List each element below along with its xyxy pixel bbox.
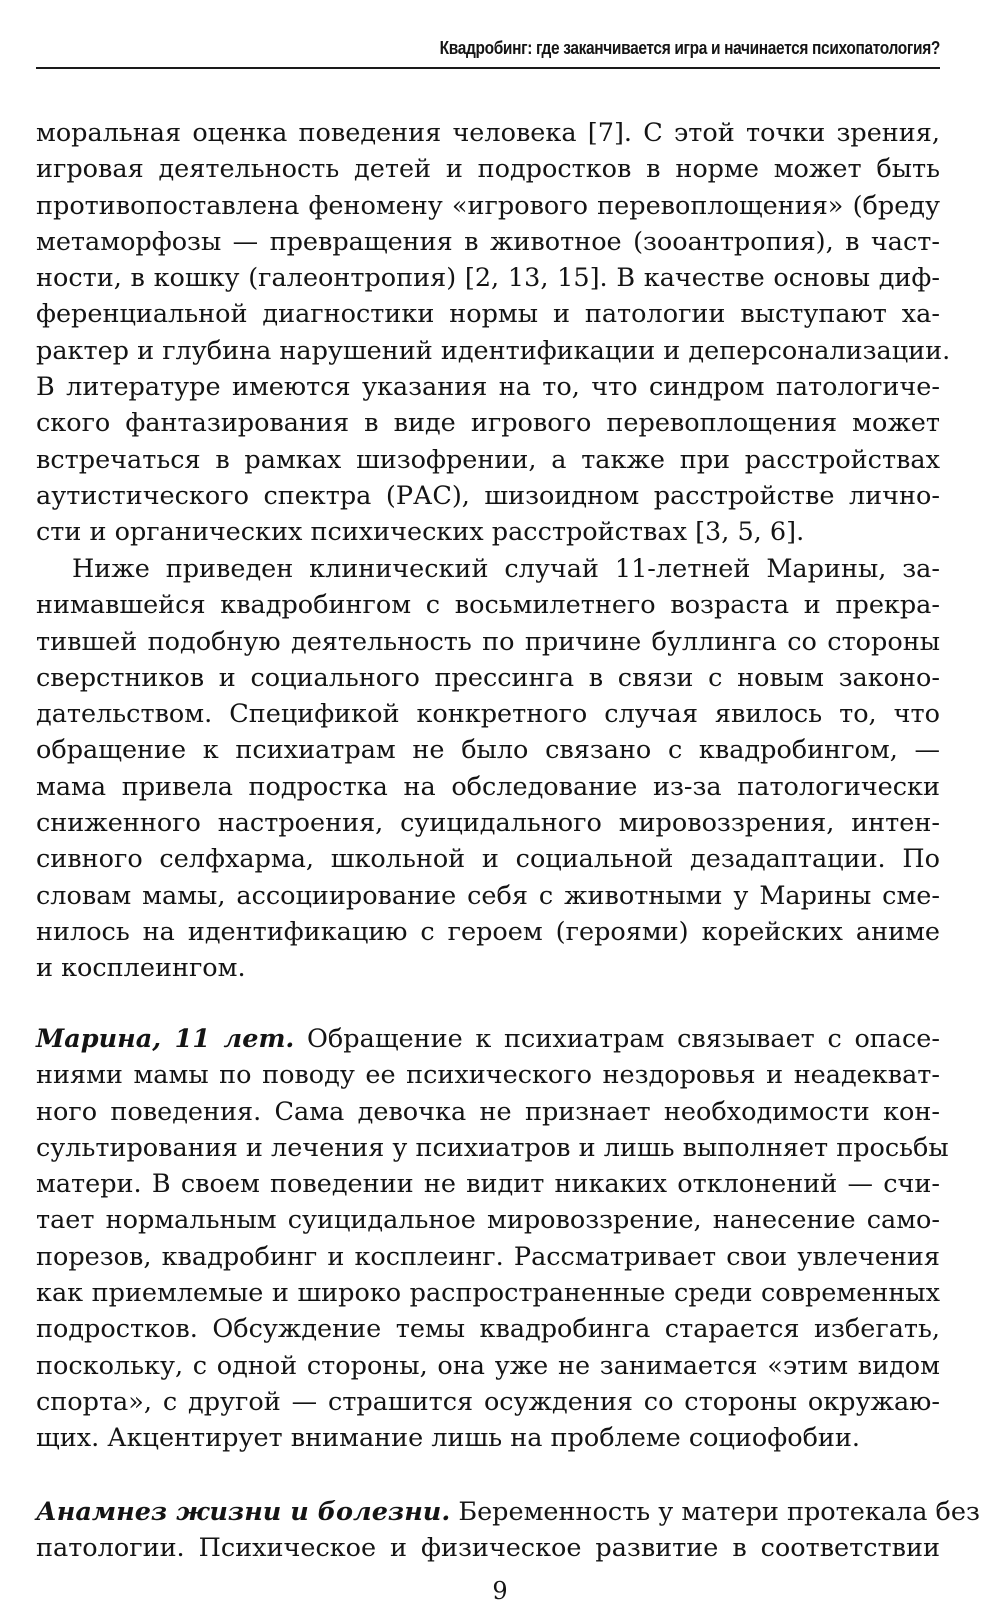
text-line: сультирования и лечения у психиатров и лишь выполняет просьбы: [36, 1132, 949, 1163]
text-line: [36, 1021, 940, 1057]
text-line: сивного селфхарма, школьной и социальной дезадаптации. По: [36, 844, 940, 875]
text-line: спорта», с другой — страшится осуждения со стороны окружаю-: [36, 1386, 940, 1417]
page-number: 9: [492, 1577, 508, 1605]
text-line: встречаться в рамках шизофрении, а также при расстройствах: [36, 444, 940, 475]
text-line: [36, 1494, 980, 1530]
text-line: метаморфозы — превращения в животное (зооантропия), в част-: [36, 226, 940, 257]
text-line: щих. Акцентирует внимание лишь на проблеме социофобии.: [36, 1423, 861, 1454]
text-line: ниями мамы по поводу ее психического нездоровья и неадекват-: [36, 1060, 940, 1091]
paragraph-1: [36, 115, 951, 551]
paragraph-2: [36, 551, 940, 987]
text-line: поскольку, с одной стороны, она уже не занимается «этим видом: [36, 1350, 940, 1381]
text-line: словам мамы, ассоциирование себя с животными у Марины сме-: [36, 880, 940, 911]
text-line: ного поведения. Сама девочка не признает необходимости кон-: [36, 1096, 940, 1127]
text-line: В литературе имеются указания на то, что синдром патологиче-: [36, 372, 940, 403]
case-heading: Марина, 11 лет.: [36, 1024, 295, 1054]
text-line: ференциальной диагностики нормы и патологии выступают ха-: [36, 299, 940, 330]
paragraph-4-anamnesis: [36, 1494, 980, 1567]
text-line: моральная оценка поведения человека [7]. С этой точки зрения,: [36, 118, 940, 148]
text-line: подростков. Обсуждение темы квадробинга старается избегать,: [36, 1314, 940, 1345]
paragraph-3-case-description: [36, 1021, 949, 1457]
text-line: как приемлемые и широко распространенные среди современных: [36, 1278, 940, 1309]
text-line: матери. В своем поведении не видит никаких отклонений — счи-: [36, 1169, 940, 1200]
text-line: ского фантазирования в виде игрового перевоплощения может: [36, 408, 940, 439]
text-line-rest: Беременность у матери протекала без: [458, 1497, 980, 1527]
header-rule: [36, 67, 940, 69]
text-line: нимавшейся квадробингом с восьмилетнего возраста и прекра-: [36, 590, 940, 621]
text-line: игровая деятельность детей и подростков в норме может быть: [36, 154, 940, 185]
text-line: противопоставлена феномену «игрового перевоплощения» (бреду: [36, 190, 940, 221]
text-line: сверстников и социального прессинга в связи с новым законо-: [36, 662, 940, 693]
text-line-rest: Обращение к психиатрам связывает с опасе-: [307, 1024, 940, 1054]
text-line: сниженного настроения, суицидального мировоззрения, интен-: [36, 808, 940, 839]
text-line: сти и органических психических расстройствах [3, 5, 6].: [36, 517, 805, 548]
text-line: и косплеингом.: [36, 953, 246, 984]
text-line: дательством. Спецификой конкретного случая явилось то, что: [36, 699, 940, 730]
text-line: тает нормальным суицидальное мировоззрение, нанесение само-: [36, 1205, 940, 1236]
text-line: мама привела подростка на обследование из-за патологически: [36, 771, 940, 802]
running-title: Квадробинг: где заканчивается игра и начинается психопатология?: [439, 38, 940, 58]
text-line: ности, в кошку (галеонтропия) [2, 13, 15]. В качестве основы диф-: [36, 263, 940, 294]
text-line: аутистического спектра (РАС), шизоидном расстройстве лично-: [36, 480, 940, 511]
text-line: Ниже приведен клинический случай 11-летней Марины, за-: [72, 554, 940, 584]
text-line: патологии. Психическое и физическое развитие в соответствии: [36, 1533, 940, 1564]
text-line: обращение к психиатрам не было связано с квадробингом, —: [36, 735, 940, 766]
text-line: порезов, квадробинг и косплеинг. Рассматривает свои увлечения: [36, 1241, 940, 1272]
text-line: тившей подобную деятельность по причине буллинга со стороны: [36, 626, 940, 657]
text-line: нилось на идентификацию с героем (героями) корейских аниме: [36, 916, 940, 947]
text-line: рактер и глубина нарушений идентификации и деперсонализации.: [36, 335, 951, 366]
anamnesis-heading: Анамнез жизни и болезни.: [36, 1497, 451, 1527]
